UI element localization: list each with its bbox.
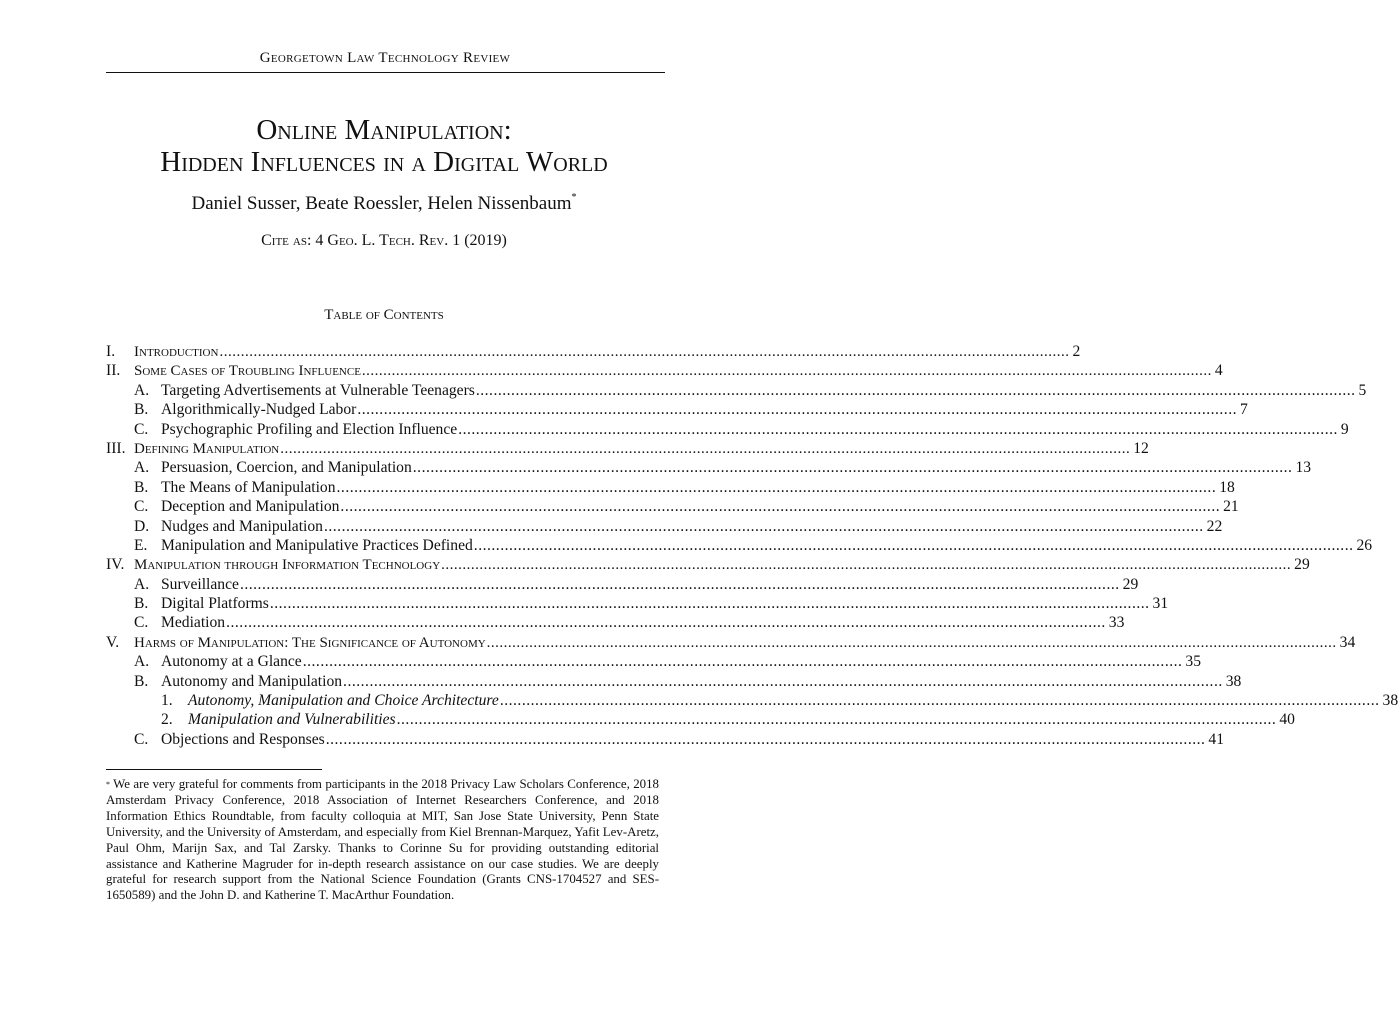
toc-entry-body: [161, 536, 1373, 555]
toc-dot-leader: ........................................................................................................................................................................................................: [340, 498, 1221, 516]
toc-dot-leader: ........................................................................................................................................................................................................: [280, 440, 1131, 457]
toc-entry-body: [134, 555, 1310, 575]
toc-entry-title: The Means of Manipulation: [161, 478, 336, 496]
footnote-marker: *: [106, 780, 110, 789]
toc-dot-leader: ........................................................................................................................................................................................................: [323, 517, 1204, 535]
toc-entry-body: [161, 400, 1248, 419]
toc-entry-page: 38: [1225, 672, 1242, 690]
toc-entry-page: 21: [1223, 498, 1239, 516]
toc-entry-title: Algorithmically-Nudged Labor: [161, 401, 357, 419]
toc-entry-title: Harms of Manipulation: The Significance of Autonomy: [134, 634, 486, 651]
toc-entry-number: B.: [134, 595, 149, 613]
toc-entry-page: 9: [1340, 420, 1349, 438]
toc-entry-title: Deception and Manipulation: [161, 498, 340, 516]
toc-entry-body: [134, 361, 1223, 381]
footnote: [106, 777, 659, 904]
toc-entry-page: 26: [1356, 536, 1373, 554]
table-of-contents: [106, 342, 1398, 749]
toc-entry[interactable]: [106, 652, 1202, 671]
citation: Cite as: 4 Geo. L. Tech. Rev. 1 (2019): [261, 232, 507, 249]
toc-entry[interactable]: [106, 730, 1224, 749]
toc-entry-body: [134, 633, 1356, 653]
toc-entry-title: Autonomy, Manipulation and Choice Architecture: [188, 692, 499, 710]
toc-entry-body: [161, 478, 1235, 497]
running-header: Georgetown Law Technology Review: [259, 50, 511, 66]
toc-entry-body: [188, 710, 1295, 729]
toc-entry-page: 7: [1240, 401, 1248, 419]
toc-entry-body: [161, 517, 1223, 536]
authors: Daniel Susser, Beate Roessler, Helen Nissenbaum: [191, 193, 572, 214]
toc-title: Table of Contents: [324, 307, 444, 323]
article-title-line-2: Hidden Influences in a Digital World: [160, 146, 608, 178]
toc-entry[interactable]: [106, 536, 1373, 555]
toc-entry-title: Persuasion, Coercion, and Manipulation: [161, 459, 412, 477]
toc-entry-page: 41: [1208, 730, 1224, 748]
toc-entry-title: Introduction: [134, 344, 219, 360]
toc-entry-number: C.: [134, 614, 149, 632]
author-line: [60, 193, 708, 215]
author-footnote-marker[interactable]: *: [571, 192, 577, 203]
toc-entry[interactable]: [106, 497, 1239, 516]
toc-dot-leader: ........................................................................................................................................................................................................: [226, 614, 1106, 632]
toc-entry[interactable]: [106, 633, 1356, 652]
toc-entry-title: Digital Platforms: [161, 595, 269, 613]
toc-entry[interactable]: [106, 672, 1242, 691]
toc-entry-body: [161, 575, 1139, 594]
toc-entry[interactable]: [106, 361, 1223, 380]
toc-entry-page: 33: [1108, 614, 1125, 632]
toc-dot-leader: ........................................................................................................................................................................................................: [343, 672, 1223, 690]
toc-entry[interactable]: [106, 710, 1295, 729]
toc-entry[interactable]: [106, 517, 1223, 536]
toc-entry-title: Surveillance: [161, 575, 239, 593]
toc-entry[interactable]: [106, 439, 1149, 458]
toc-entry-page: 4: [1214, 362, 1223, 380]
toc-entry-number: A.: [134, 381, 150, 399]
toc-dot-leader: ........................................................................................................................................................................................................: [499, 692, 1380, 710]
toc-entry-page: 34: [1339, 633, 1356, 651]
toc-entry[interactable]: [106, 478, 1235, 497]
toc-entry-number: B.: [134, 401, 149, 419]
toc-entry-number: A.: [134, 575, 150, 593]
toc-entry-page: 18: [1219, 478, 1235, 496]
toc-entry-page: 12: [1133, 439, 1149, 457]
toc-entry[interactable]: [106, 400, 1248, 419]
toc-entry-number: C.: [134, 730, 149, 748]
toc-entry-body: [161, 672, 1242, 691]
toc-entry-body: [134, 439, 1149, 459]
toc-entry-number: E.: [134, 536, 148, 554]
toc-entry-title: Objections and Responses: [161, 730, 325, 748]
toc-dot-leader: ........................................................................................................................................................................................................: [336, 478, 1217, 496]
footnote-text: We are very grateful for comments from participants in the 2018 Privacy Law Scholars Conference, 2018 Amsterdam Privacy Conference, 2018 Association of Internet Researchers Conference, and 2018 Information Ethics Roundtable, from faculty colloquia at MIT, San Jose State University, Penn State University, and the University of Amsterdam, and especially from Kiel Brennan-Marquez, Yafit Lev-Aretz, Paul Ohm, Marijn Sax, and Tal Zarsky. Thanks to Corinne Su for providing outstanding editorial assistance and Katherine Magruder for in-depth research assistance on our case studies. We are deeply grateful for research support from the National Science Foundation (Grants CNS-1704527 and SES-1650589) and the John D. and Katherine T. MacArthur Foundation.: [106, 777, 659, 903]
toc-entry-page: 5: [1358, 381, 1367, 399]
toc-entry-title: Autonomy and Manipulation: [161, 672, 343, 690]
article-title-line-1: Online Manipulation:: [256, 114, 512, 146]
toc-entry-body: [134, 342, 1081, 362]
toc-entry-body: [161, 594, 1169, 613]
toc-entry-title: Manipulation and Manipulative Practices Defined: [161, 536, 473, 554]
toc-entry-number: C.: [134, 498, 149, 516]
toc-entry-body: [161, 381, 1367, 400]
toc-entry-title: Psychographic Profiling and Election Influence: [161, 420, 458, 438]
toc-entry-page: 40: [1279, 711, 1295, 729]
toc-entry-number: A.: [134, 653, 150, 671]
toc-dot-leader: ........................................................................................................................................................................................................: [361, 363, 1212, 380]
toc-entry-title: Mediation: [161, 614, 226, 632]
toc-entry-number: IV.: [106, 556, 125, 574]
toc-entry-number: C.: [134, 420, 149, 438]
toc-entry-body: [161, 613, 1125, 632]
toc-dot-leader: ........................................................................................................................................................................................................: [486, 634, 1337, 651]
toc-entry[interactable]: [106, 613, 1125, 632]
toc-entry-body: [161, 458, 1312, 477]
toc-entry-number: II.: [106, 362, 121, 380]
toc-entry-page: 29: [1294, 556, 1310, 574]
toc-dot-leader: ........................................................................................................................................................................................................: [396, 711, 1277, 729]
toc-entry-body: [161, 497, 1239, 516]
toc-entry-body: [161, 730, 1224, 749]
toc-entry[interactable]: [106, 555, 1310, 574]
toc-entry-number: I.: [106, 343, 116, 360]
toc-entry[interactable]: [106, 594, 1169, 613]
toc-entry[interactable]: [106, 458, 1312, 477]
toc-dot-leader: ........................................................................................................................................................................................................: [219, 344, 1070, 360]
toc-entry[interactable]: [106, 420, 1349, 439]
toc-entry-number: 1.: [161, 692, 173, 710]
toc-dot-leader: ........................................................................................................................................................................................................: [475, 381, 1356, 399]
toc-entry-number: A.: [134, 459, 150, 477]
toc-entry-title: Targeting Advertisements at Vulnerable Teenagers: [161, 381, 475, 399]
toc-dot-leader: ........................................................................................................................................................................................................: [302, 653, 1183, 671]
toc-dot-leader: ........................................................................................................................................................................................................: [269, 595, 1150, 613]
toc-entry-number: V.: [106, 633, 120, 651]
toc-entry-title: Defining Manipulation: [134, 440, 280, 457]
toc-entry[interactable]: [106, 691, 1398, 710]
toc-entry-number: B.: [134, 672, 149, 690]
toc-entry-page: 13: [1295, 459, 1312, 477]
toc-entry-body: [161, 420, 1349, 439]
footnote-rule: [106, 769, 322, 770]
toc-dot-leader: ........................................................................................................................................................................................................: [357, 401, 1237, 419]
toc-entry[interactable]: [106, 575, 1139, 594]
toc-entry-page: 31: [1152, 595, 1169, 613]
toc-entry[interactable]: [106, 342, 1081, 361]
toc-entry-number: B.: [134, 478, 149, 496]
toc-entry-body: [161, 652, 1202, 671]
toc-dot-leader: ........................................................................................................................................................................................................: [473, 536, 1354, 554]
toc-entry-page: 22: [1206, 517, 1223, 535]
toc-entry-title: Manipulation and Vulnerabilities: [188, 711, 396, 729]
toc-dot-leader: ........................................................................................................................................................................................................: [458, 420, 1338, 438]
toc-entry-body: [188, 691, 1398, 710]
toc-entry-number: 2.: [161, 711, 173, 729]
toc-entry-title: Nudges and Manipulation: [161, 517, 323, 535]
toc-dot-leader: ........................................................................................................................................................................................................: [239, 575, 1120, 593]
toc-entry[interactable]: [106, 381, 1367, 400]
toc-entry-page: 29: [1122, 575, 1139, 593]
toc-entry-title: Autonomy at a Glance: [161, 653, 302, 671]
toc-dot-leader: ........................................................................................................................................................................................................: [325, 730, 1206, 748]
toc-entry-page: 38: [1382, 692, 1398, 710]
toc-dot-leader: ........................................................................................................................................................................................................: [441, 557, 1292, 574]
toc-entry-page: 2: [1072, 343, 1081, 360]
toc-entry-title: Manipulation through Information Technology: [134, 557, 441, 574]
toc-dot-leader: ........................................................................................................................................................................................................: [412, 459, 1293, 477]
toc-entry-title: Some Cases of Troubling Influence: [134, 363, 361, 380]
toc-entry-number: D.: [134, 517, 150, 535]
header-rule: [106, 72, 665, 73]
toc-entry-number: III.: [106, 439, 126, 457]
toc-entry-page: 35: [1185, 653, 1202, 671]
